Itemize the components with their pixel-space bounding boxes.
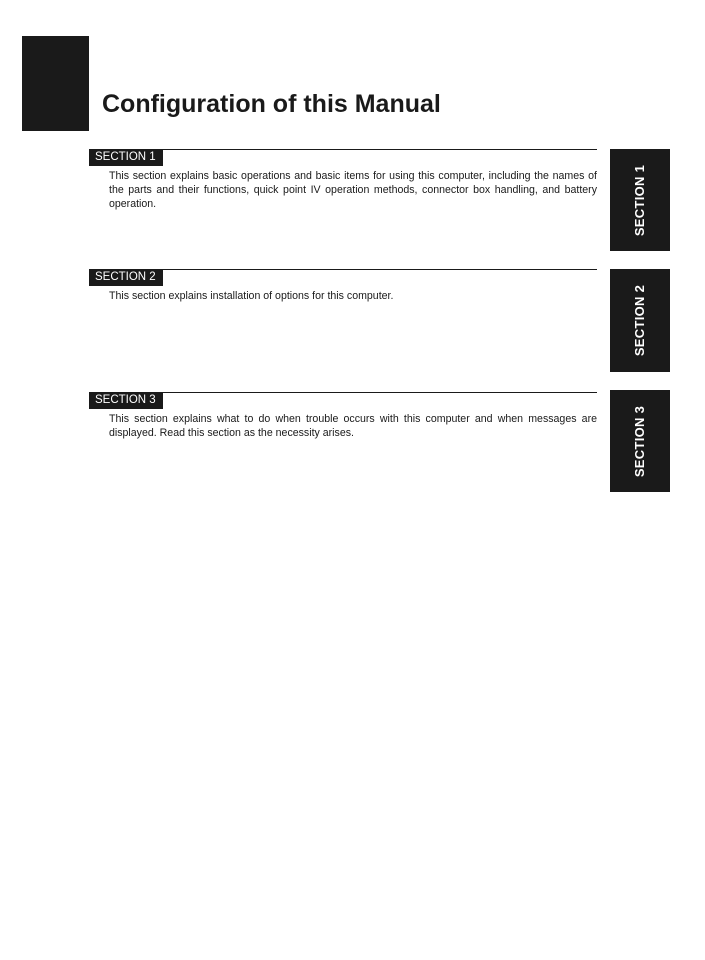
page-title: Configuration of this Manual <box>102 90 441 118</box>
section-description: This section explains basic operations and basic items for using this computer, including the names of the parts and their functions, quick point IV operation methods, connector box handling, and battery operation. <box>109 170 597 210</box>
section-label: SECTION 3 <box>89 392 163 409</box>
section-label: SECTION 2 <box>89 269 163 286</box>
section-label: SECTION 1 <box>89 149 163 166</box>
section-rule <box>89 392 597 393</box>
section-description: This section explains what to do when trouble occurs with this computer and when messages are displayed. Read this section as the necessity arises. <box>109 413 597 439</box>
side-tab-label: SECTION 3 <box>632 405 648 477</box>
section-rule <box>89 269 597 270</box>
side-tab-label: SECTION 1 <box>632 164 648 236</box>
side-tab-section-2[interactable] <box>610 269 670 372</box>
section-description: This section explains installation of options for this computer. <box>109 290 394 302</box>
side-tab-section-1[interactable] <box>610 149 670 251</box>
section-rule <box>89 149 597 150</box>
side-tab-label: SECTION 2 <box>632 284 648 357</box>
corner-block <box>22 36 89 131</box>
side-tab-section-3[interactable] <box>610 390 670 492</box>
